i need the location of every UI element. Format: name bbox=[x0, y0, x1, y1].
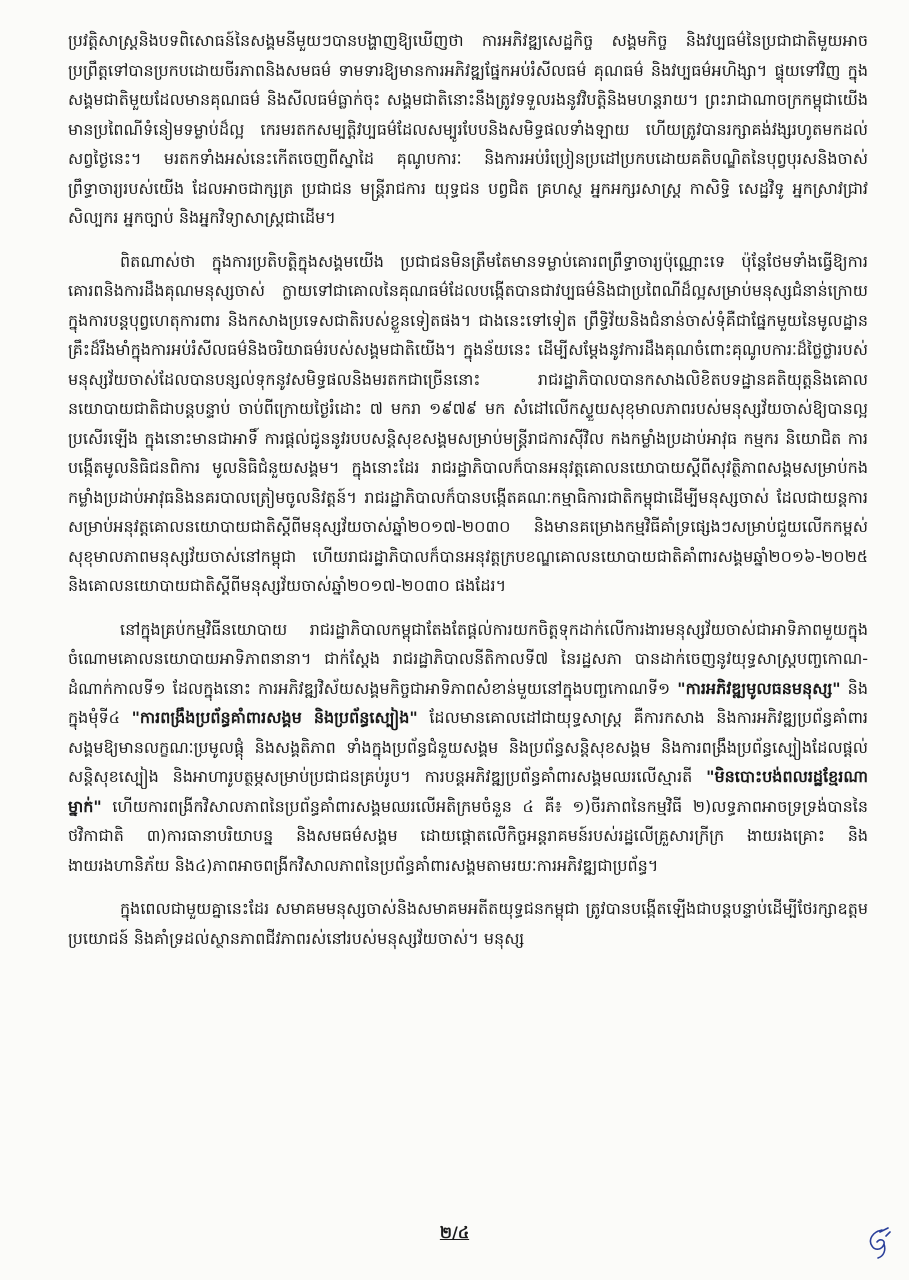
paragraph-4 bbox=[68, 894, 868, 953]
paragraph-3-text-c: ដែលមានគោលដៅជាយុទ្ធសាស្ត្រ គឺការកសាង និងការអភិវឌ្ឍប្រព័ន្ធគាំពារសង្គមឱ្យមានលក្ខណៈប្រមូលផ្ដុំ និងសង្គតិភាព ទាំងក្នុងប្រព័ន្ធជំនួយសង្គម និងប្រព័ន្ធសន្តិសុខសង្គម និងការពង្រឹងប្រព័ន្ធស្បៀងដែលផ្ដល់សន្តិសុខស្បៀង និងអាហារូបត្ថម្ភសម្រាប់ប្រជាជនគ្រប់រូប។ ការបន្តអភិវឌ្ឍប្រព័ន្ធគាំពារសង្គមឈរលើស្មារតី bbox=[68, 708, 869, 786]
paragraph-4-text: ក្នុងពេលជាមួយគ្នានេះដែរ សមាគមមនុស្សចាស់និងសមាគមអតីតយុទ្ធជនកម្ពុជា ត្រូវបានបង្កើតឡើងជាបន្តបន្ទាប់ដើម្បីថែរក្សាឧត្តមប្រយោជន៍ និងគាំទ្រដល់ស្ថានភាពជីវភាពរស់នៅរបស់មនុស្សវ័យចាស់។ មនុស្ស bbox=[68, 899, 868, 948]
paragraph-3-bold-c: "មិនបោះបង់ពលរដ្ឋខ្មែរណាម្នាក់" bbox=[68, 767, 868, 816]
paragraph-3 bbox=[68, 615, 868, 881]
paragraph-2 bbox=[68, 247, 868, 601]
paragraph-3-text-d: ហើយការពង្រីកវិសាលភាពនៃប្រព័ន្ធគាំពារសង្គមឈរលើអតិក្រមចំនួន ៤ គឺ៖ ១)ចីរភាពនៃកម្មវិធី ២)លទ្ធភាពអាចទ្រទ្រង់បាននៃថវិកាជាតិ ៣)ការធានាបរិយាបន្ន និងសមធម៌សង្គម ដោយផ្ដោតលើកិច្ចអន្តរាគមន៍របស់រដ្ឋលើគ្រួសារក្រីក្រ ងាយរងគ្រោះ និងងាយរងហានិភ័យ និង៤)ភាពអាចពង្រីកវិសាលភាពនៃប្រព័ន្ធគាំពារសង្គមតាមរយៈការអភិវឌ្ឍជាប្រព័ន្ធ។ bbox=[68, 796, 868, 875]
paragraph-3-text-a: នៅក្នុងគ្រប់កម្មវិធីនយោបាយ រាជរដ្ឋាភិបាលកម្ពុជាតែងតែផ្ដល់ការយកចិត្តទុកដាក់លើការងារមនុស្សវ័យចាស់ជាអាទិភាពមួយក្នុងចំណោមគោលនយោបាយអាទិភាពនានា។ ជាក់ស្ដែង រាជរដ្ឋាភិបាលនីតិកាលទី៧ នៃរដ្ឋសភា បានដាក់ចេញនូវយុទ្ធសាស្ត្របញ្ចកោណ-ដំណាក់កាលទី១ ដែលក្នុងនោះ ការអភិវឌ្ឍវិស័យសង្គមកិច្ចជាអាទិភាពសំខាន់មួយនៅក្នុងបញ្ចកោណទី១ bbox=[68, 619, 868, 698]
paragraph-3-text-b: និងក្នុងមុំទី៤ bbox=[68, 678, 868, 727]
paragraph-3-bold-b: "ការពង្រឹងប្រព័ន្ធគាំពារសង្គម និងប្រព័ន្ធស្បៀង" bbox=[131, 708, 418, 727]
paragraph-2-text: ពិតណាស់ថា ក្នុងការប្រតិបត្តិក្នុងសង្គមយើង ប្រជាជនមិនត្រឹមតែមានទម្លាប់គោរពព្រឹទ្ធាចារ្យប៉ុណ្ណោះទេ ប៉ុន្តែថែមទាំងធ្វើឱ្យការគោរពនិងការដឹងគុណមនុស្សចាស់ ក្លាយទៅជាគោលនៃគុណធម៌ដែលបង្កើតបានជាវប្បធម៌និងជាប្រពៃណីដ៏ល្អសម្រាប់មនុស្សជំនាន់ក្រោយ ក្នុងការបន្តបុព្វហេតុការពារ និងកសាងប្រទេសជាតិរបស់ខ្លួនទៀតផង។ ជាងនេះទៅទៀត ព្រឹទ្ធិវ័យនិងជំនាន់ចាស់ទុំគឺជាផ្នែកមួយនៃមូលដ្ឋានគ្រឹះដ៏រឹងមាំក្នុងការអប់រំសីលធម៌និងចរិយាធម៌របស់សង្គមជាតិយើង។ ក្នុងន័យនេះ ដើម្បីសម្ដែងនូវការដឹងគុណចំពោះគុណូបការៈដ៏ថ្លៃថ្លារបស់មនុស្សវ័យចាស់ដែលបានបន្សល់ទុកនូវសមិទ្ធផលនិងមរតកជាច្រើននោះ រាជរដ្ឋាភិបាលបានកសាងលិខិតបទដ្ឋានគតិយុត្តនិងគោលនយោបាយជាតិជាបន្តបន្ទាប់ ចាប់ពីក្រោយថ្ងៃរំដោះ ៧ មករា ១៩៧៩ មក សំដៅលើកស្ទួយសុខុមាលភាពរបស់មនុស្សវ័យចាស់ឱ្យបានល្អប្រសើរឡើង ក្នុងនោះមានជាអាទិ៍ ការផ្ដល់ជូននូវរបបសន្តិសុខសង្គមសម្រាប់មន្ត្រីរាជការស៊ីវិល កងកម្លាំងប្រដាប់អាវុធ កម្មករ និយោជិត ការបង្កើតមូលនិធិជនពិការ មូលនិធិជំនួយសង្គម។ ក្នុងនោះដែរ រាជរដ្ឋាភិបាលក៏បានអនុវត្តគោលនយោបាយស្ដីពីសុវត្ថិភាពសង្គមសម្រាប់កងកម្លាំងប្រដាប់អាវុធនិងនគរបាលត្រៀមចូលនិវត្តន៍។ រាជរដ្ឋាភិបាលក៏បានបង្កើតគណៈកម្មាធិការជាតិកម្ពុជាដើម្បីមនុស្សចាស់ ដែលជាយន្តការសម្រាប់អនុវត្តគោលនយោបាយជាតិស្ដីពីមនុស្សវ័យចាស់ឆ្នាំ២០១៧-២០៣០ និងមានគម្រោងកម្មវិធីគាំទ្រផ្សេងៗសម្រាប់ជួយលើកកម្ពស់សុខុមាលភាពមនុស្សវ័យចាស់នៅកម្ពុជា ហើយរាជរដ្ឋាភិបាលក៏បានអនុវត្តក្របខណ្ឌគោលនយោបាយជាតិគាំពារសង្គមឆ្នាំ២០១៦-២០២៥ និងគោលនយោបាយជាតិស្ដីពីមនុស្សវ័យចាស់ឆ្នាំ២០១៧-២០៣០ ផងដែរ។ bbox=[68, 251, 868, 595]
paragraph-1-text: ប្រវត្តិសាស្ត្រនិងបទពិសោធន៍នៃសង្គមនីមួយៗបានបង្ហាញឱ្យឃើញថា ការអភិវឌ្ឍសេដ្ឋកិច្ច សង្គមកិច្ច និងវប្បធម៌នៃប្រជាជាតិមួយអាចប្រព្រឹត្តទៅបានប្រកបដោយចីរភាពនិងសមធម៌ ទាមទារឱ្យមានការអភិវឌ្ឍផ្នែកអប់រំសីលធម៌ គុណធម៌ និងវប្បធម៌អហិង្សា។ ផ្ទុយទៅវិញ ក្នុងសង្គមជាតិមួយដែលមានគុណធម៌ និងសីលធម៌ធ្លាក់ចុះ សង្គមជាតិនោះនឹងត្រូវទទួលរងនូវវិបត្តិនិងមហន្តរាយ។ ព្រះរាជាណាចក្រកម្ពុជាយើងមានប្រពៃណីទំនៀមទម្លាប់ដ៏ល្អ កេរមរតកសម្បត្តិវប្បធម៌ដែលសម្បូរបែបនិងសមិទ្ធផលទាំងឡាយ ហើយត្រូវបានរក្សាគង់វង្សរហូតមកដល់សព្វថ្ងៃនេះ។ មរតកទាំងអស់នេះកើតចេញពីស្នាដៃ គុណូបការៈ និងការអប់រំប្រៀនប្រដៅប្រកបដោយគតិបណ្ឌិតនៃបុព្វបុរសនិងចាស់ព្រឹទ្ធាចារ្យរបស់យើង ដែលអាចជាក្សត្រ ប្រជាជន មន្ត្រីរាជការ យុទ្ធជន បព្វជិត គ្រហស្ថ អ្នកអក្សរសាស្ត្រ កាសិទ្ធិ សេដ្ឋវិទូ អ្នកស្រាវជ្រាវ សិល្បករ អ្នកច្បាប់ និងអ្នកវិទ្យាសាស្ត្រជាដើម។ bbox=[68, 31, 868, 227]
initials-signature-icon bbox=[862, 1226, 892, 1260]
page-number: ២/៤ bbox=[439, 1223, 470, 1242]
document-page bbox=[68, 26, 868, 967]
paragraph-3-bold-a: "ការអភិវឌ្ឍមូលធនមនុស្ស" bbox=[677, 678, 841, 698]
paragraph-1 bbox=[68, 26, 868, 233]
